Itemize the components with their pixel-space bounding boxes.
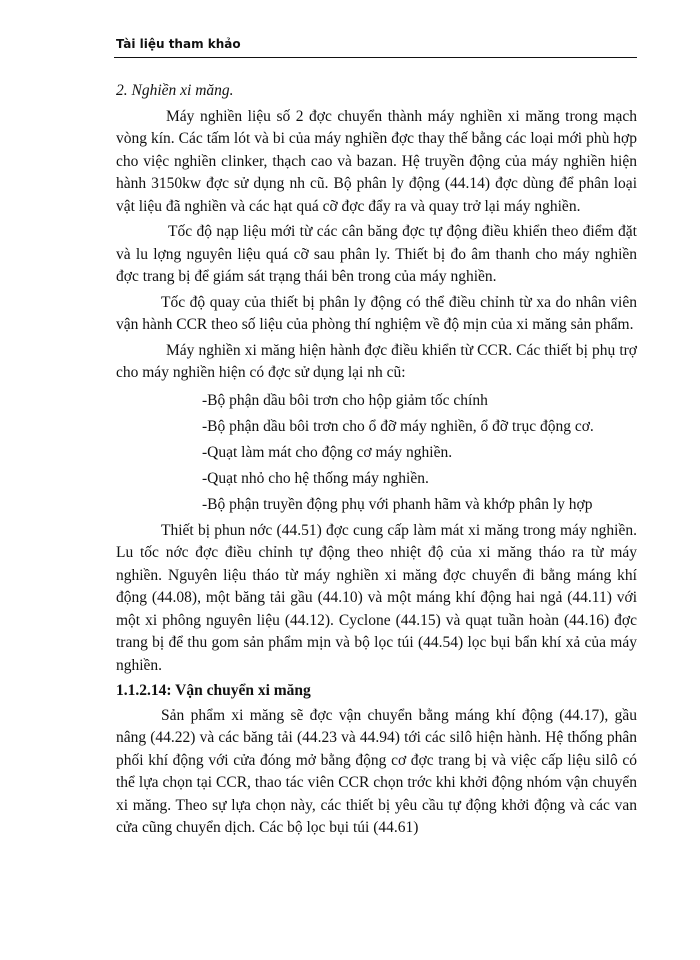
bullet-item: -Bộ phận truyền động phụ với phanh hãm và khớp phân ly hợp bbox=[202, 495, 593, 513]
paragraph: Máy nghiền liệu số 2 đợc chuyển thành máy nghiền xi măng trong mạch vòng kín. Các tấm lót và bi của máy nghiền đợc thay thế bằng các loại mới phù hợp cho việc nghiền clinker, thạch cao và bazan. Hệ truyền động của máy nghiền hiện hành 3150kw đợc sử dụng nh cũ. Bộ phân ly động (44.14) đợc dùng để phân loại vật liệu đã nghiền và các hạt quá cỡ đợc đẩy ra và quay trở lại máy nghiền. bbox=[116, 107, 637, 215]
paragraph: Tốc độ quay của thiết bị phân ly động có thể điều chỉnh từ xa do nhân viên vận hành CCR theo số liệu của phòng thí nghiệm về độ mịn của xi măng sản phẩm. bbox=[116, 293, 637, 333]
bullet-item: -Quạt làm mát cho động cơ máy nghiền. bbox=[202, 443, 453, 461]
paragraph: Máy nghiền xi măng hiện hành đợc điều khiển từ CCR. Các thiết bị phụ trợ cho máy nghiền hiện có đợc sử dụng lại nh cũ: bbox=[116, 341, 637, 381]
bullet-list bbox=[116, 388, 637, 518]
running-header: Tài liệu tham khảo bbox=[116, 37, 241, 51]
paragraph: Sản phẩm xi măng sẽ đợc vận chuyển bằng máng khí động (44.17), gầu nâng (44.22) và các băng tải (44.23 và 44.94) tới các silô hiện hành. Hệ thống phân phối khí động với cửa đóng mở bằng động cơ đợc trang bị và việc cấp liệu silô có thể lựa chọn tại CCR, thao tác viên CCR chọn trớc khi khởi động nhóm vận chuyển xi măng. Theo sự lựa chọn này, các thiết bị yêu cầu tự động khởi động và các van cửa cũng chuyển dịch. Các bộ lọc bụi túi (44.61) bbox=[116, 706, 637, 836]
paragraph: Tốc độ nạp liệu mới từ các cân băng đợc tự động điều khiển theo điểm đặt và lu lợng nguyên liệu quá cỡ sau phân ly. Thiết bị đo âm thanh cho máy nghiền đợc trang bị để giám sát trạng thái bên trong của máy nghiền. bbox=[116, 223, 637, 285]
paragraph: Thiết bị phun nớc (44.51) đợc cung cấp làm mát xi măng trong máy nghiền. Lu tốc nớc đợc điều chỉnh tự động theo nhiệt độ của xi măng tháo ra từ máy nghiền. Nguyên liệu tháo từ máy nghiền xi măng đợc chuyển đi bằng máng khí động (44.08), một băng tải gầu (44.10) và một máng khí động hai ngả (44.11) với một xi phông nguyên liệu (44.12). Cyclone (44.15) và quạt tuần hoàn (44.16) đợc trang bị để thu gom sản phẩm mịn và bộ lọc túi (44.54) lọc bụi bẩn khí xả của máy nghiền. bbox=[116, 521, 637, 674]
bullet-item: -Quạt nhỏ cho hệ thống máy nghiền. bbox=[202, 469, 429, 487]
subsection-heading: 1.1.2.14: Vận chuyển xi măng bbox=[116, 682, 311, 699]
bullet-item: -Bộ phận dầu bôi trơn cho hộp giảm tốc chính bbox=[202, 391, 488, 409]
bullet-item: -Bộ phận dầu bôi trơn cho ổ đỡ máy nghiền, ổ đỡ trục động cơ. bbox=[202, 417, 594, 435]
document-body bbox=[116, 80, 637, 843]
section-title: 2. Nghiền xi măng. bbox=[116, 82, 234, 99]
header-rule bbox=[114, 57, 637, 58]
